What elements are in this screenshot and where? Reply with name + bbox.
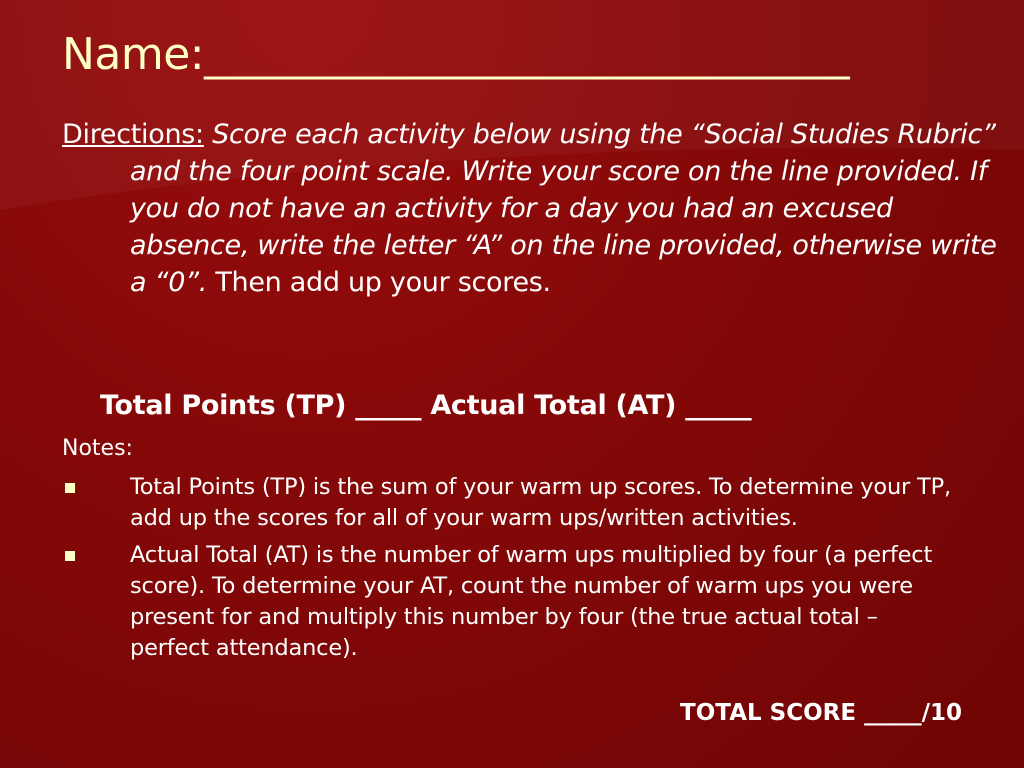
list-item bbox=[62, 540, 962, 664]
notes-list bbox=[62, 472, 962, 670]
list-item bbox=[62, 472, 962, 534]
total-score: TOTAL SCORE _____/10 bbox=[680, 700, 962, 726]
square-bullet-icon bbox=[65, 483, 75, 493]
directions-paragraph bbox=[62, 116, 1010, 301]
name-title: Name:______________________________ bbox=[62, 29, 850, 80]
directions-instructions: Score each activity below using the “Social Studies Rubric” and the four point scale. Write your score on the line provided. If you do not have an activity for a day you had an excused absence, write the letter “A” on the line provided, otherwise write a “0”. bbox=[130, 119, 997, 298]
square-bullet-icon bbox=[65, 551, 75, 561]
directions-final-instruction: Then add up your scores. bbox=[207, 267, 551, 298]
totals-line: Total Points (TP) _____ Actual Total (AT) _____ bbox=[100, 390, 752, 421]
note-text-tp: Total Points (TP) is the sum of your warm up scores. To determine your TP, add up the scores for all of your warm ups/written activities. bbox=[130, 474, 951, 531]
directions-label: Directions: bbox=[62, 119, 204, 150]
notes-label: Notes: bbox=[62, 436, 133, 461]
note-text-at: Actual Total (AT) is the number of warm ups multiplied by four (a perfect score). To determine your AT, count the number of warm ups you were present for and multiply this number by four (the true actual total – perfect attendance). bbox=[130, 542, 933, 661]
